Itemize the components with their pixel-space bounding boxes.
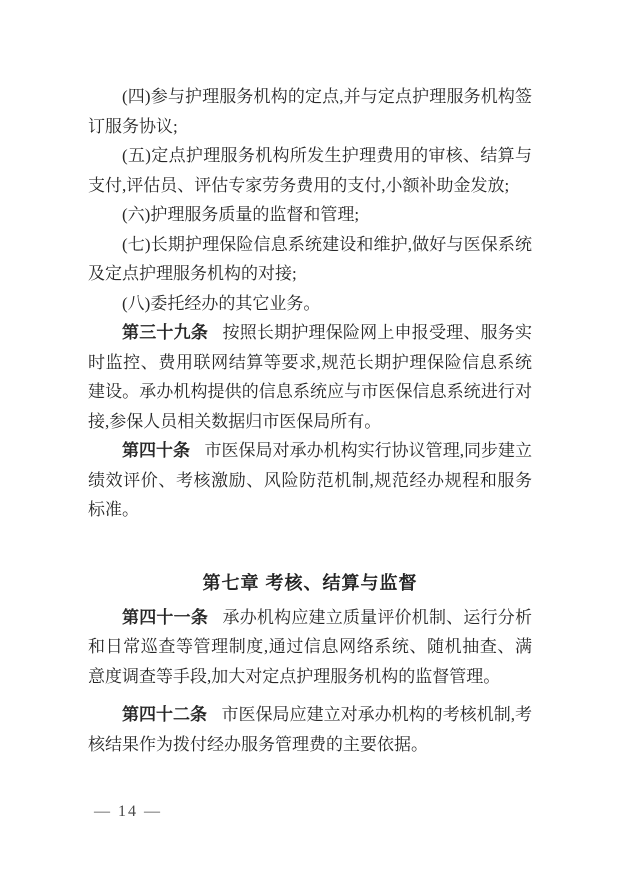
list-item-paragraph: (八)委托经办的其它业务。 bbox=[122, 293, 321, 313]
article-text: 市医保局对承办机构实行协议管理,同步建立绩效评价、考核激励、风险防范机制,规范经办规程和服务标准。 bbox=[88, 441, 533, 519]
document-body bbox=[88, 82, 532, 759]
list-item-paragraph: (六)护理服务质量的监督和管理; bbox=[122, 205, 360, 224]
article-number: 第四十一条 bbox=[122, 607, 209, 627]
article-number: 第四十二条 bbox=[122, 705, 208, 724]
article-paragraph bbox=[88, 700, 532, 759]
list-item-paragraph: (四)参与护理服务机构的定点,并与定点护理服务机构签订服务协议; bbox=[88, 87, 532, 136]
article-number: 第四十条 bbox=[122, 441, 191, 460]
article-text: 按照长期护理保险网上申报受理、服务实时监控、费用联网结算等要求,规范长期护理保险信息系统建设。承办机构提供的信息系统应与市医保信息系统进行对接,参保人员相关数据归市医保局所有。 bbox=[88, 323, 533, 431]
article-paragraph bbox=[88, 603, 532, 692]
page-number: — 14 — bbox=[94, 803, 162, 820]
article-text: 市医保局应建立对承办机构的考核机制,考核结果作为拨付经办服务管理费的主要依据。 bbox=[88, 705, 533, 754]
article-paragraph bbox=[88, 436, 532, 525]
article-paragraph bbox=[88, 318, 532, 436]
article-text: 承办机构应建立质量评价机制、运行分析和日常巡查等管理制度,通过信息网络系统、随机抽查、满意度调查等手段,加大对定点护理服务机构的监督管理。 bbox=[88, 607, 533, 686]
article-number: 第三十九条 bbox=[122, 323, 209, 342]
list-item-paragraph: (七)长期护理保险信息系统建设和维护,做好与医保系统及定点护理服务机构的对接; bbox=[88, 234, 532, 283]
list-item-paragraph: (五)定点护理服务机构所发生护理费用的审核、结算与支付,评估员、评估专家劳务费用的支付,小额补助金发放; bbox=[88, 146, 532, 195]
chapter-heading: 第七章 考核、结算与监督 bbox=[202, 572, 418, 593]
